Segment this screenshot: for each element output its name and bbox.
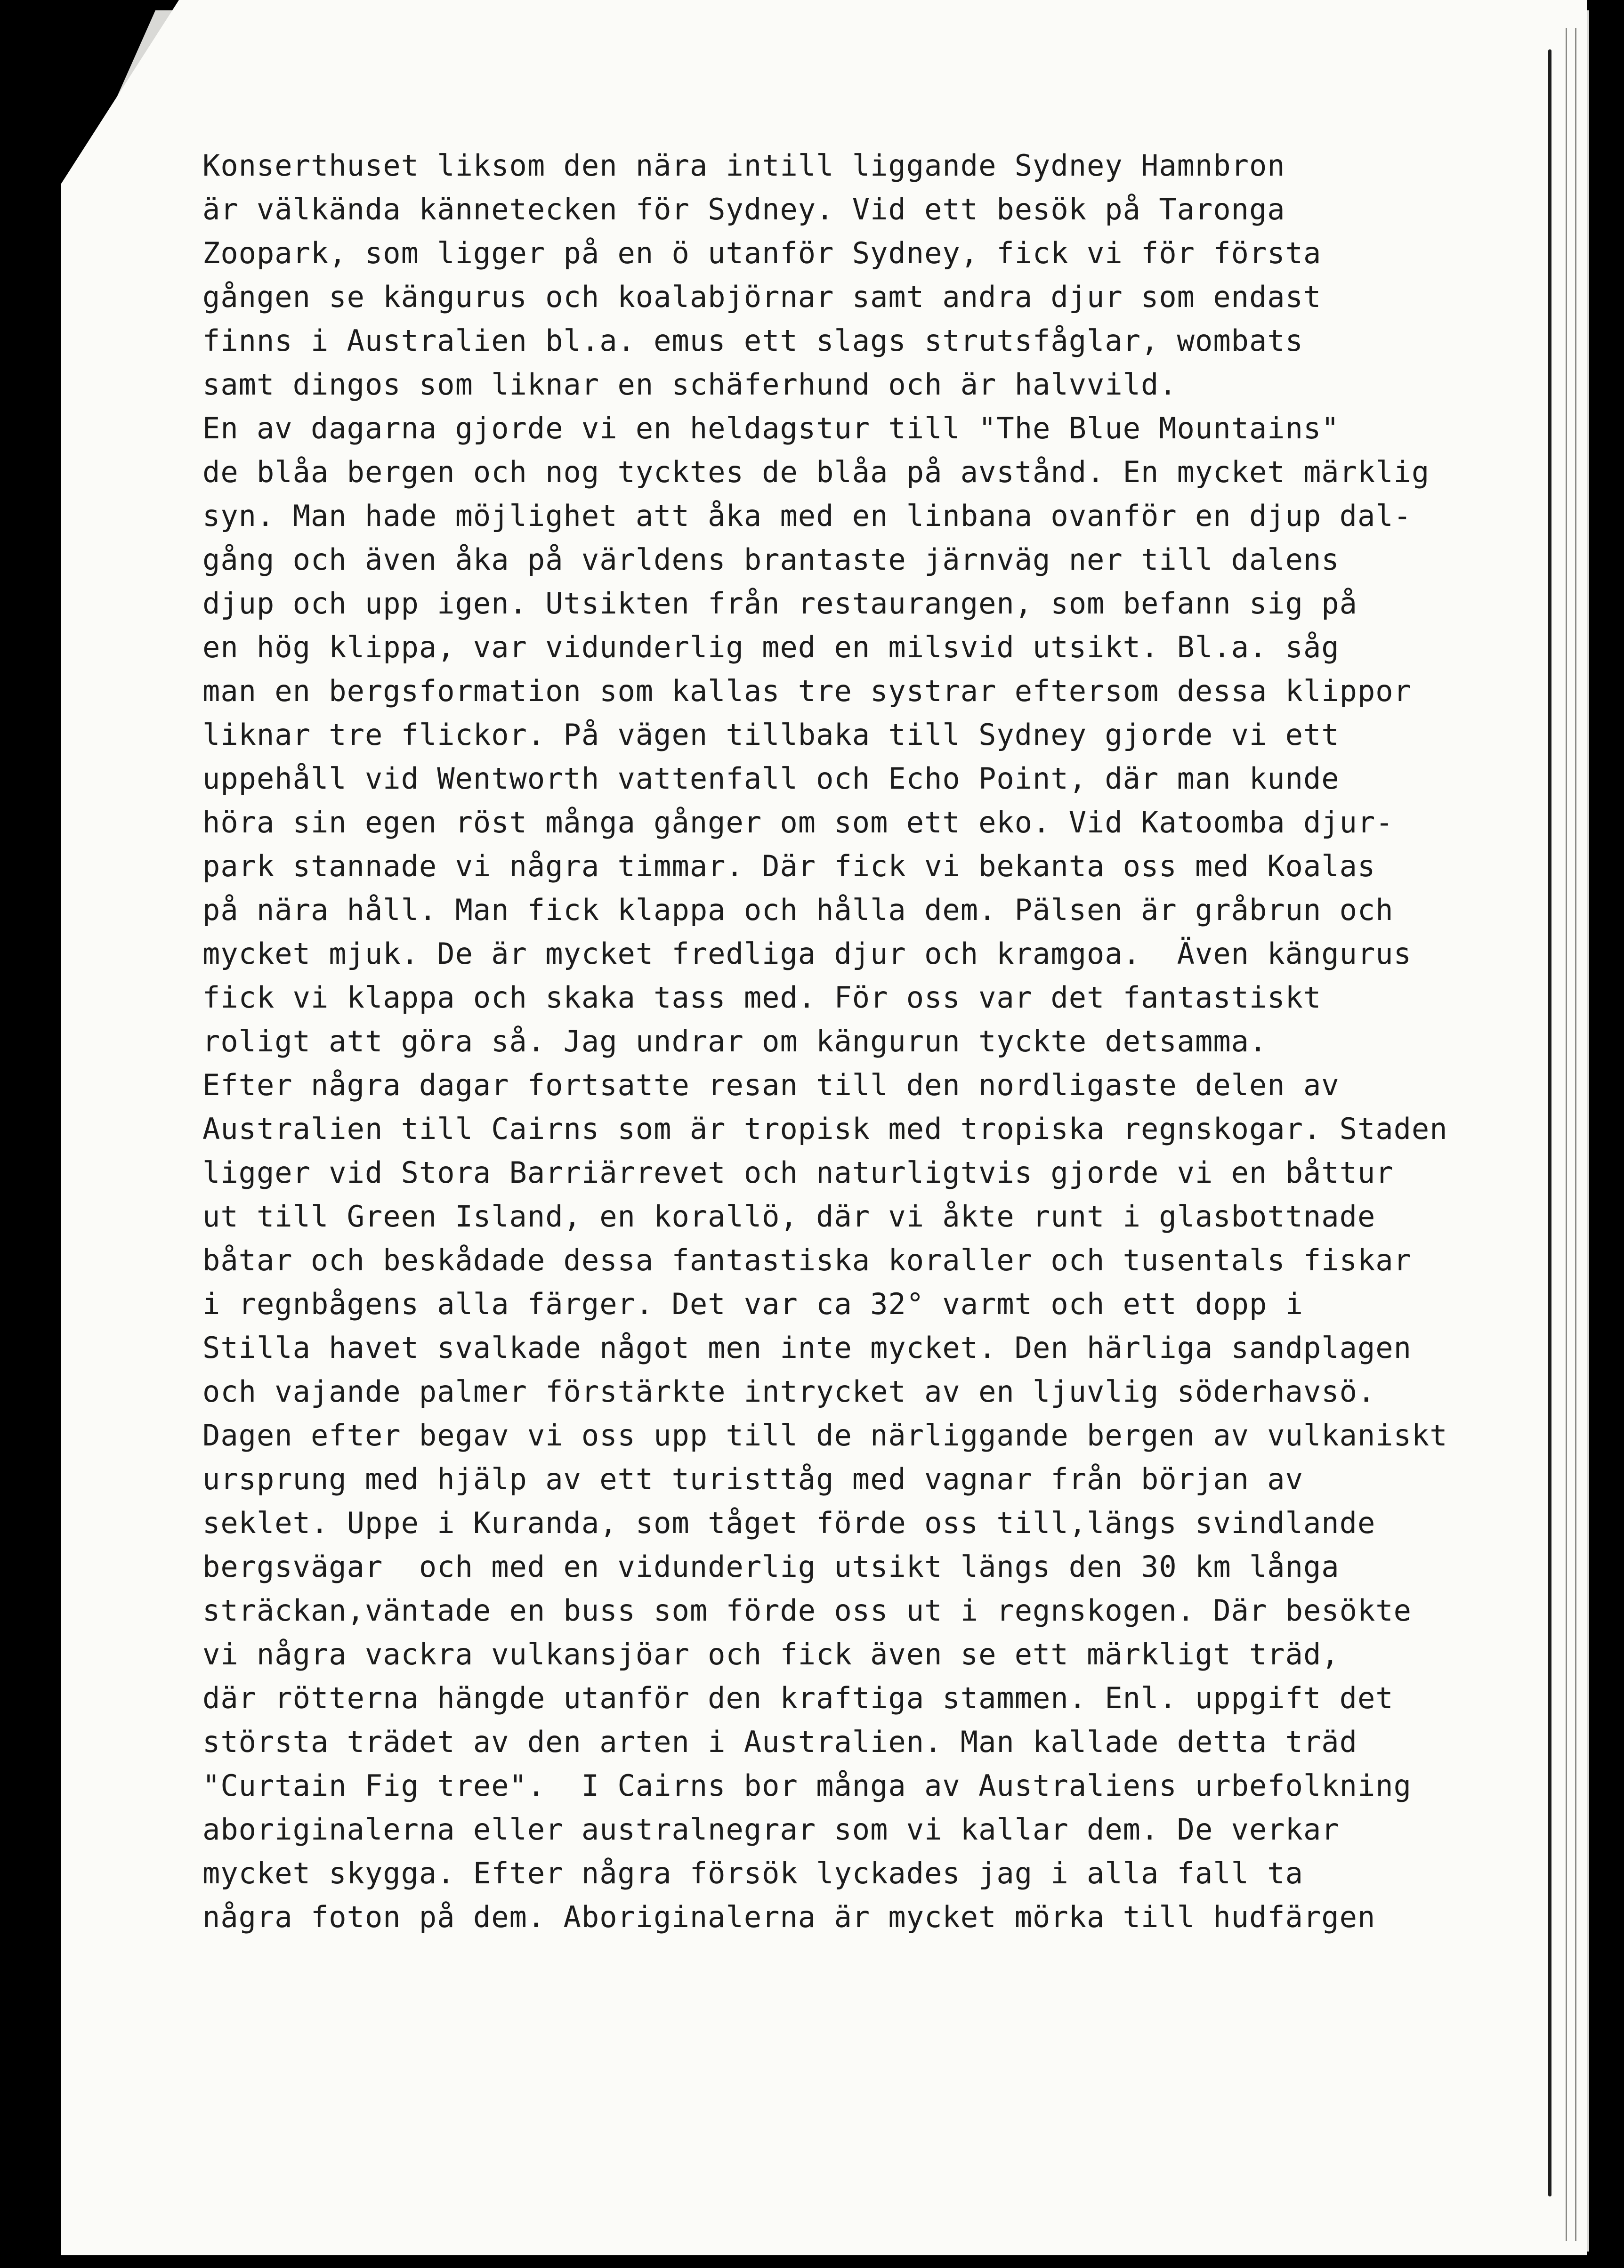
page-edge-line [1575,28,1576,2241]
text-line: "Curtain Fig tree". I Cairns bor många av Australiens urbefolkning [202,1768,1412,1803]
text-line: aboriginalerna eller australnegrar som vi kallar dem. De verkar [202,1812,1340,1847]
text-line: En av dagarna gjorde vi en heldagstur till "The Blue Mountains" [202,411,1340,445]
text-line: i regnbågens alla färger. Det var ca 32° varmt och ett dopp i [202,1287,1303,1321]
text-line: man en bergsformation som kallas tre systrar eftersom dessa klippor [202,674,1412,708]
text-line: uppehåll vid Wentworth vattenfall och Echo Point, där man kunde [202,761,1340,796]
text-line: Dagen efter begav vi oss upp till de närliggande bergen av vulkaniskt [202,1418,1448,1453]
text-line: seklet. Uppe i Kuranda, som tåget förde oss till,längs svindlande [202,1506,1376,1540]
text-line: roligt att göra så. Jag undrar om kängurun tyckte detsamma. [202,1024,1268,1058]
text-line: ut till Green Island, en korallö, där vi åkte runt i glasbottnade [202,1199,1376,1234]
text-line: liknar tre flickor. På vägen tillbaka till Sydney gjorde vi ett [202,718,1340,752]
text-line: Stilla havet svalkade något men inte mycket. Den härliga sandplagen [202,1331,1412,1365]
text-line: finns i Australien bl.a. emus ett slags strutsfåglar, wombats [202,323,1303,358]
margin-rule-line [1548,49,1551,2196]
text-line: där rötterna hängde utanför den kraftiga stammen. Enl. uppgift det [202,1681,1394,1715]
text-line: mycket skygga. Efter några försök lyckades jag i alla fall ta [202,1856,1303,1890]
text-line: Zoopark, som ligger på en ö utanför Sydney, fick vi för första [202,236,1322,270]
text-line: mycket mjuk. De är mycket fredliga djur och kramgoa. Även kängurus [202,936,1412,971]
text-line: på nära håll. Man fick klappa och hålla dem. Pälsen är gråbrun och [202,893,1394,927]
page-edge-line [1566,28,1567,2241]
text-line: fick vi klappa och skaka tass med. För oss var det fantastiskt [202,980,1322,1015]
text-line: bergsvägar och med en vidunderlig utsikt längs den 30 km långa [202,1550,1340,1584]
text-line: båtar och beskådade dessa fantastiska koraller och tusentals fiskar [202,1243,1412,1277]
text-line: park stannade vi några timmar. Där fick vi bekanta oss med Koalas [202,849,1376,883]
text-line: Efter några dagar fortsatte resan till den nordligaste delen av [202,1068,1340,1102]
text-line: höra sin egen röst många gånger om som ett eko. Vid Katoomba djur- [202,805,1394,839]
text-line: Konserthuset liksom den nära intill liggande Sydney Hamnbron [202,148,1285,183]
text-line: vi några vackra vulkansjöar och fick även se ett märkligt träd, [202,1637,1340,1671]
text-line: de blåa bergen och nog tycktes de blåa på avstånd. En mycket märklig [202,455,1430,489]
text-line: samt dingos som liknar en schäferhund och är halvvild. [202,367,1177,402]
text-line: Australien till Cairns som är tropisk med tropiska regnskogar. Staden [202,1112,1448,1146]
text-line: ligger vid Stora Barriärrevet och naturligtvis gjorde vi en båttur [202,1155,1394,1190]
text-line: och vajande palmer förstärkte intrycket av en ljuvlig söderhavsö. [202,1374,1376,1409]
text-line: gången se kängurus och koalabjörnar samt andra djur som endast [202,280,1322,314]
typewritten-text [202,144,1502,1939]
text-line: gång och även åka på världens brantaste järnväg ner till dalens [202,542,1340,577]
text-line: djup och upp igen. Utsikten från restaurangen, som befann sig på [202,586,1357,621]
text-line: några foton på dem. Aboriginalerna är mycket mörka till hudfärgen [202,1900,1376,1934]
text-line: syn. Man hade möjlighet att åka med en linbana ovanför en djup dal- [202,499,1412,533]
text-line: är välkända kännetecken för Sydney. Vid ett besök på Taronga [202,192,1285,226]
text-line: en hög klippa, var vidunderlig med en milsvid utsikt. Bl.a. såg [202,630,1340,664]
text-line: ursprung med hjälp av ett turisttåg med vagnar från början av [202,1462,1303,1496]
text-line: största trädet av den arten i Australien. Man kallade detta träd [202,1725,1357,1759]
text-line: sträckan,väntade en buss som förde oss ut i regnskogen. Där besökte [202,1593,1412,1628]
